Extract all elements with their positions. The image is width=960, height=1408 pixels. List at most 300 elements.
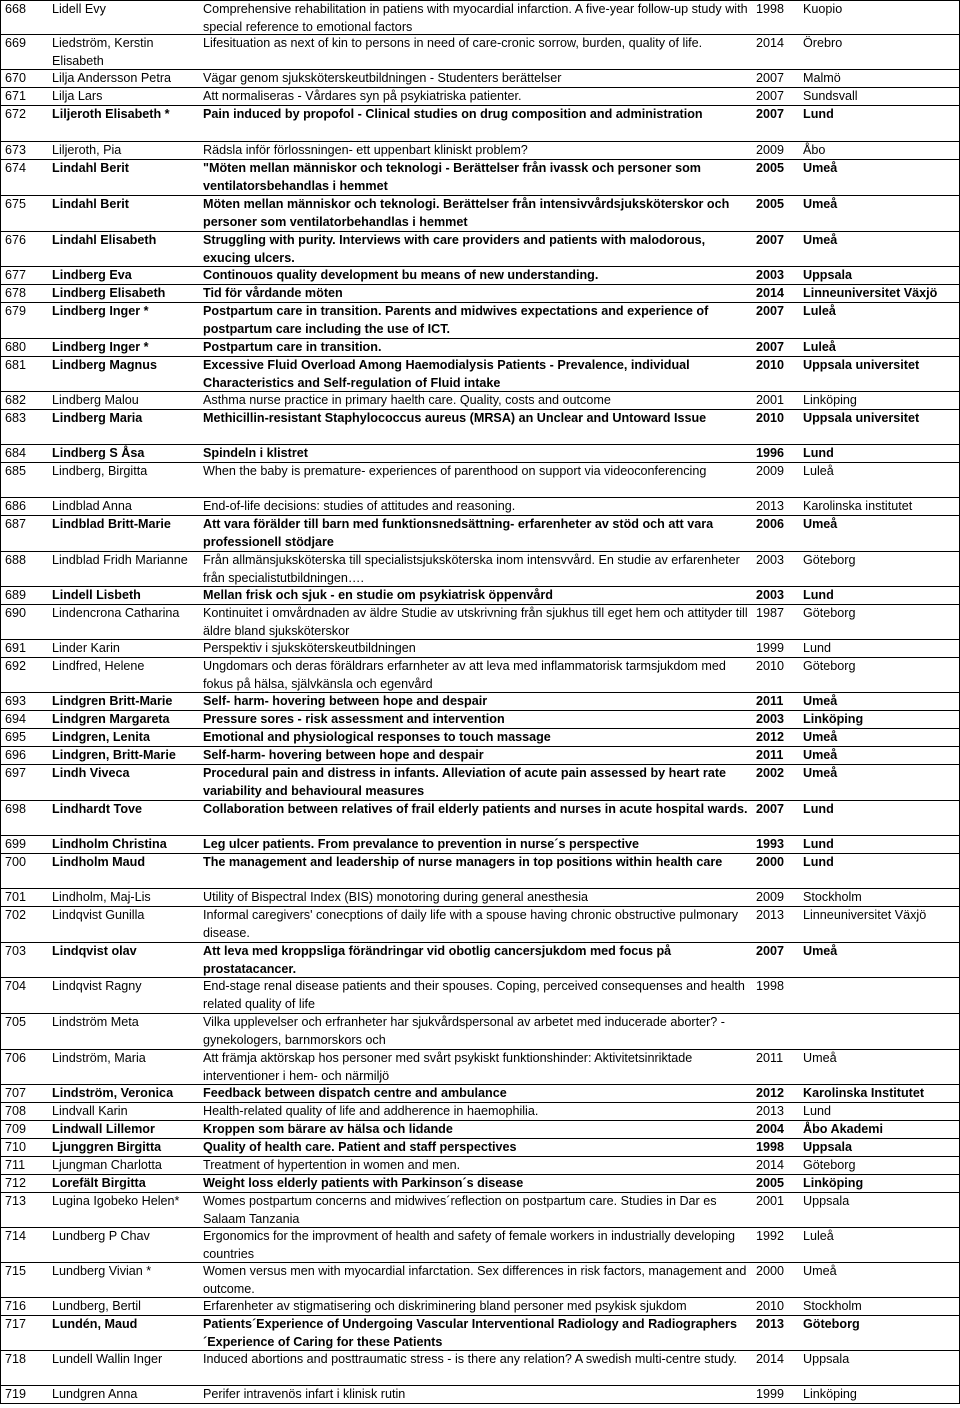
thesis-title: Vilka upplevelser och erfranheter har sjukvårdspersonal av arbetet med inducerade aborter? - gynekologers, barnmorskors och xyxy=(203,1015,726,1047)
university: Lund xyxy=(803,107,834,121)
table-row xyxy=(1,711,959,729)
entry-number: 711 xyxy=(5,1158,26,1172)
author-name: Lindfred, Helene xyxy=(52,659,145,673)
table-row xyxy=(1,1139,959,1157)
table-row xyxy=(1,765,959,801)
entry-number: 718 xyxy=(5,1352,27,1366)
thesis-title: Health-related quality of life and addherence in haemophilia. xyxy=(203,1104,539,1118)
table-row xyxy=(1,303,959,339)
university: Umeå xyxy=(803,197,838,211)
table-row xyxy=(1,658,959,693)
table-row xyxy=(1,907,959,943)
author-name: Ljunggren Birgitta xyxy=(52,1140,162,1154)
thesis-title: Quality of health care. Patient and staff perspectives xyxy=(203,1140,517,1154)
author-name: Lindberg Eva xyxy=(52,268,132,282)
thesis-title: Vägar genom sjuksköterskeutbildningen - Studenters berättelser xyxy=(203,71,562,85)
year: 2010 xyxy=(756,358,785,372)
entry-number: 694 xyxy=(5,712,27,726)
year: 2003 xyxy=(756,712,785,726)
university: Lund xyxy=(803,802,834,816)
university: Stockholm xyxy=(803,1299,862,1313)
university: Lund xyxy=(803,837,834,851)
table-row xyxy=(1,1298,959,1316)
table-row xyxy=(1,1175,959,1193)
table-row xyxy=(1,854,959,889)
university: Umeå xyxy=(803,694,838,708)
year: 2005 xyxy=(756,1176,785,1190)
entry-number: 676 xyxy=(5,233,27,247)
table-row xyxy=(1,232,959,267)
table-row xyxy=(1,1316,959,1351)
university: Göteborg xyxy=(803,659,856,673)
university: Göteborg xyxy=(803,1317,860,1331)
author-name: Lindwall Lillemor xyxy=(52,1122,155,1136)
author-name: Lundberg, Bertil xyxy=(52,1299,141,1313)
entry-number: 691 xyxy=(5,641,27,655)
thesis-title: Self- harm- hovering between hope and despair xyxy=(203,694,488,708)
entry-number: 688 xyxy=(5,553,27,567)
table-row xyxy=(1,693,959,711)
university: Luleå xyxy=(803,304,836,318)
thesis-title: Weight loss elderly patients with Parkinson´s disease xyxy=(203,1176,524,1190)
entry-number: 692 xyxy=(5,659,27,673)
table-row xyxy=(1,339,959,357)
table-row xyxy=(1,978,959,1014)
table-row xyxy=(1,463,959,498)
year: 2013 xyxy=(756,1104,785,1118)
university: Örebro xyxy=(803,36,843,50)
entry-number: 699 xyxy=(5,837,27,851)
university: Lund xyxy=(803,588,834,602)
author-name: Lindström, Maria xyxy=(52,1051,146,1065)
author-name: Lindahl Berit xyxy=(52,161,129,175)
university: Luleå xyxy=(803,1229,834,1243)
thesis-title: The management and leadership of nurse managers in top positions within health care xyxy=(203,855,723,869)
university: Uppsala xyxy=(803,1352,850,1366)
table-row xyxy=(1,1193,959,1228)
university: Lund xyxy=(803,446,834,460)
university: Uppsala xyxy=(803,1194,850,1208)
year: 2010 xyxy=(756,411,785,425)
year: 1987 xyxy=(756,606,785,620)
year: 1998 xyxy=(756,1140,785,1154)
thesis-title: Perspektiv i sjuksköterskeutbildningen xyxy=(203,641,416,655)
university: Göteborg xyxy=(803,1158,856,1172)
author-name: Lindh Viveca xyxy=(52,766,130,780)
thesis-title: Spindeln i klistret xyxy=(203,446,308,460)
year: 2004 xyxy=(756,1122,785,1136)
table-row xyxy=(1,1085,959,1103)
year: 2001 xyxy=(756,393,785,407)
entry-number: 685 xyxy=(5,464,27,478)
table-row xyxy=(1,516,959,552)
year: 2002 xyxy=(756,766,785,780)
year: 2009 xyxy=(756,890,785,904)
thesis-title: Från allmänsjuksköterska till specialistsjuksköterska inom intensvvård. En studie av erfarenheter från specialistutbildningen…. xyxy=(203,553,740,585)
table-row xyxy=(1,747,959,765)
university: Linneuniversitet Växjö xyxy=(803,286,938,300)
author-name: Lindberg Maria xyxy=(52,411,143,425)
author-name: Lilja Lars xyxy=(52,89,103,103)
table-row xyxy=(1,106,959,142)
thesis-title: Methicillin-resistant Staphylococcus aureus (MRSA) an Unclear and Untoward Issue xyxy=(203,411,707,425)
year: 2013 xyxy=(756,499,785,513)
table-row xyxy=(1,889,959,907)
table-row xyxy=(1,160,959,196)
entry-number: 697 xyxy=(5,766,27,780)
thesis-title: Ergonomics for the improvment of health and safety of female workers in industrially developing countries xyxy=(203,1229,735,1261)
table-row xyxy=(1,801,959,836)
thesis-title: Informal caregivers' conecptions of daily life with a spouse having chronic obstructive pulmonary disease. xyxy=(203,908,739,940)
entry-number: 680 xyxy=(5,340,27,354)
entry-number: 679 xyxy=(5,304,27,318)
entry-number: 674 xyxy=(5,161,27,175)
author-name: Lindblad Anna xyxy=(52,499,132,513)
thesis-title: Pain induced by propofol - Clinical studies on drug composition and administration xyxy=(203,107,703,121)
table-row xyxy=(1,587,959,605)
university: Lund xyxy=(803,1104,832,1118)
year: 2010 xyxy=(756,659,785,673)
thesis-title: Womes postpartum concerns and midwives´reflection on postpartum care. Studies in Dar es Salaam Tanzania xyxy=(203,1194,717,1226)
author-name: Lilja Andersson Petra xyxy=(52,71,172,85)
table-row xyxy=(1,640,959,658)
entry-number: 706 xyxy=(5,1051,27,1065)
author-name: Lindblad Britt-Marie xyxy=(52,517,171,531)
year: 2007 xyxy=(756,107,785,121)
author-name: Liljeroth, Pia xyxy=(52,143,122,157)
author-name: Lindencrona Catharina xyxy=(52,606,180,620)
thesis-title: Möten mellan människor och teknologi. Berättelser från intensivvårdsjuksköterskor och personer som ventilatorbehandlas i hemmet xyxy=(203,197,730,229)
thesis-title: Pressure sores - risk assessment and intervention xyxy=(203,712,505,726)
year: 2007 xyxy=(756,233,785,247)
entry-number: 669 xyxy=(5,36,27,50)
thesis-title: Att normaliseras - Vårdares syn på psykiatriska patienter. xyxy=(203,89,522,103)
university: Uppsala universitet xyxy=(803,358,920,372)
university: Åbo xyxy=(803,143,826,157)
entry-number: 698 xyxy=(5,802,27,816)
table-row xyxy=(1,392,959,410)
table-row xyxy=(1,498,959,516)
university: Luleå xyxy=(803,464,834,478)
university: Karolinska institutet xyxy=(803,499,913,513)
university: Karolinska Institutet xyxy=(803,1086,925,1100)
table-row xyxy=(1,88,959,106)
thesis-title: Asthma nurse practice in primary haelth care. Quality, costs and outcome xyxy=(203,393,611,407)
entry-number: 682 xyxy=(5,393,27,407)
thesis-title: Induced abortions and posttraumatic stress - is there any relation? A swedish multi-centre study. xyxy=(203,1352,737,1366)
thesis-title: Lifesituation as next of kin to persons in need of care-cronic sorrow, burden, quality of life. xyxy=(203,36,703,50)
year: 2007 xyxy=(756,944,785,958)
entry-number: 675 xyxy=(5,197,27,211)
year: 2003 xyxy=(756,588,785,602)
entry-number: 673 xyxy=(5,143,27,157)
author-name: Lorefält Birgitta xyxy=(52,1176,146,1190)
table-row xyxy=(1,70,959,88)
entry-number: 677 xyxy=(5,268,27,282)
university: Umeå xyxy=(803,517,838,531)
year: 2014 xyxy=(756,1352,785,1366)
author-name: Lindholm, Maj-Lis xyxy=(52,890,151,904)
table-row xyxy=(1,1386,959,1404)
entry-number: 668 xyxy=(5,2,27,16)
year: 1998 xyxy=(756,979,785,993)
table-row xyxy=(1,357,959,392)
author-name: Liedström, Kerstin Elisabeth xyxy=(52,36,154,68)
thesis-title: Women versus men with myocardial infarctation. Sex differences in risk factors, management and outcome. xyxy=(203,1264,747,1296)
university: Lund xyxy=(803,641,832,655)
year: 2006 xyxy=(756,517,785,531)
table-row xyxy=(1,552,959,587)
thesis-title: Continouos quality development bu means of new understanding. xyxy=(203,268,599,282)
author-name: Lindhardt Tove xyxy=(52,802,143,816)
university: Linköping xyxy=(803,393,857,407)
thesis-title: Att vara förälder till barn med funktionsnedsättning- erfarenheter av stöd och att vara professionell stödjare xyxy=(203,517,714,549)
thesis-title: Collaboration between relatives of frail elderly patients and nurses in acute hospital wards. xyxy=(203,802,748,816)
table-row xyxy=(1,267,959,285)
author-name: Lindberg Inger * xyxy=(52,304,149,318)
university: Luleå xyxy=(803,340,836,354)
thesis-title: Kroppen som bärare av hälsa och lidande xyxy=(203,1122,453,1136)
university: Uppsala universitet xyxy=(803,411,920,425)
author-name: Liljeroth Elisabeth * xyxy=(52,107,170,121)
author-name: Lindahl Berit xyxy=(52,197,129,211)
university: Kuopio xyxy=(803,2,843,16)
thesis-title: Kontinuitet i omvårdnaden av äldre Studie av utskrivning från sjukhus till eget hem och attityder till äldre bland sjuksköterskor xyxy=(203,606,748,638)
thesis-title: Feedback between dispatch centre and ambulance xyxy=(203,1086,507,1100)
author-name: Lindqvist Ragny xyxy=(52,979,142,993)
year: 2012 xyxy=(756,730,785,744)
thesis-title: Patients´Experience of Undergoing Vascular Interventional Radiology and Radiographers´Experience of Caring for these Patients xyxy=(203,1317,737,1349)
year: 2000 xyxy=(756,855,785,869)
author-name: Lindberg Elisabeth xyxy=(52,286,166,300)
year: 2014 xyxy=(756,36,785,50)
entry-number: 701 xyxy=(5,890,27,904)
entry-number: 672 xyxy=(5,107,27,121)
entry-number: 719 xyxy=(5,1387,27,1401)
university: Umeå xyxy=(803,944,838,958)
entry-number: 671 xyxy=(5,89,27,103)
entry-number: 686 xyxy=(5,499,27,513)
university: Åbo Akademi xyxy=(803,1122,884,1136)
author-name: Lindgren Margareta xyxy=(52,712,170,726)
year: 2009 xyxy=(756,143,785,157)
entry-number: 703 xyxy=(5,944,27,958)
thesis-title: Ungdomars och deras föräldrars erfarnheter av att leva med inflammatorisk tarmsjukdom med fokus på hälsa, självkänsla och egenvård xyxy=(203,659,726,691)
year: 2000 xyxy=(756,1264,785,1278)
thesis-title: Erfarenheter av stigmatisering och diskriminering bland personer med psykisk sjukdom xyxy=(203,1299,687,1313)
author-name: Lindberg, Birgitta xyxy=(52,464,148,478)
university: Umeå xyxy=(803,748,838,762)
thesis-title: Tid för vårdande möten xyxy=(203,286,343,300)
year: 2011 xyxy=(756,748,784,762)
author-name: Lundberg P Chav xyxy=(52,1229,150,1243)
thesis-title: When the baby is premature- experiences of parenthood on support via videoconferencing xyxy=(203,464,707,478)
university: Umeå xyxy=(803,233,838,247)
entry-number: 710 xyxy=(5,1140,27,1154)
author-name: Lindberg S Åsa xyxy=(52,446,145,460)
year: 2010 xyxy=(756,1299,785,1313)
entry-number: 695 xyxy=(5,730,27,744)
year: 1993 xyxy=(756,837,785,851)
table-row xyxy=(1,605,959,640)
table-row xyxy=(1,836,959,854)
entry-number: 715 xyxy=(5,1264,27,1278)
thesis-title: "Möten mellan människor och teknologi - Berättelser från ivassk och personer som ventilatorsbehandlas i hemmet xyxy=(203,161,701,193)
author-name: Lindell Lisbeth xyxy=(52,588,141,602)
year: 2009 xyxy=(756,464,785,478)
university: Umeå xyxy=(803,161,838,175)
thesis-title: Perifer intravenös infart i klinisk rutin xyxy=(203,1387,406,1401)
year: 2007 xyxy=(756,71,785,85)
author-name: Lindqvist olav xyxy=(52,944,137,958)
thesis-title: Att främja aktörskap hos personer med svårt psykiskt funktionshinder: Aktivitetsinriktade interventioner i hem- och närmiljö xyxy=(203,1051,693,1083)
table-row xyxy=(1,0,959,35)
year: 2013 xyxy=(756,908,785,922)
thesis-title: Comprehensive rehabilitation in patiens with myocardial infarction. A five-year follow-up study with special reference to emotional factors xyxy=(203,2,748,34)
table-row xyxy=(1,943,959,978)
table-row xyxy=(1,1157,959,1175)
author-name: Lundell Wallin Inger xyxy=(52,1352,163,1366)
year: 2001 xyxy=(756,1194,785,1208)
year: 2011 xyxy=(756,694,784,708)
author-name: Lundgren Anna xyxy=(52,1387,138,1401)
entry-number: 681 xyxy=(5,358,27,372)
thesis-title: Utility of Bispectral Index (BIS) monotoring during general anesthesia xyxy=(203,890,589,904)
entry-number: 702 xyxy=(5,908,27,922)
thesis-title: End-stage renal disease patients and their spouses. Coping, perceived consequenses and health related quality of life xyxy=(203,979,745,1011)
year: 2014 xyxy=(756,1158,785,1172)
entry-number: 696 xyxy=(5,748,27,762)
entry-number: 670 xyxy=(5,71,27,85)
university: Uppsala xyxy=(803,268,852,282)
entry-number: 707 xyxy=(5,1086,27,1100)
year: 2007 xyxy=(756,89,785,103)
thesis-title: Mellan frisk och sjuk - en studie om psykiatrisk öppenvård xyxy=(203,588,553,602)
thesis-title: Procedural pain and distress in infants. Alleviation of acute pain assessed by heart rate variability and behavioural measures xyxy=(203,766,727,798)
author-name: Lindberg Magnus xyxy=(52,358,157,372)
university: Sundsvall xyxy=(803,89,858,103)
year: 2003 xyxy=(756,553,785,567)
entry-number: 684 xyxy=(5,446,27,460)
author-name: Lindgren Britt-Marie xyxy=(52,694,173,708)
thesis-title: Struggling with purity. Interviews with care providers and patients with malodorous, exucing ulcers. xyxy=(203,233,706,265)
thesis-title: Rädsla inför förlossningen- ett uppenbart kliniskt problem? xyxy=(203,143,528,157)
thesis-title: End-of-life decisions: studies of attitudes and reasoning. xyxy=(203,499,516,513)
entry-number: 708 xyxy=(5,1104,27,1118)
author-name: Ljungman Charlotta xyxy=(52,1158,162,1172)
year: 2005 xyxy=(756,197,785,211)
entry-number: 705 xyxy=(5,1015,27,1029)
year: 2014 xyxy=(756,286,785,300)
author-name: Lindberg Inger * xyxy=(52,340,149,354)
thesis-title: Postpartum care in transition. xyxy=(203,340,382,354)
thesis-title: Treatment of hypertention in women and men. xyxy=(203,1158,461,1172)
university: Uppsala xyxy=(803,1140,852,1154)
university: Linköping xyxy=(803,1176,864,1190)
table-row xyxy=(1,142,959,160)
author-name: Lindström Meta xyxy=(52,1015,139,1029)
university: Umeå xyxy=(803,1051,837,1065)
author-name: Lindberg Malou xyxy=(52,393,139,407)
thesis-title: Self-harm- hovering between hope and despair xyxy=(203,748,484,762)
thesis-title: Excessive Fluid Overload Among Haemodialysis Patients - Prevalence, individual Characteristics and Self-regulation of Fluid intake xyxy=(203,358,690,390)
entry-number: 693 xyxy=(5,694,27,708)
year: 2005 xyxy=(756,161,785,175)
entry-number: 678 xyxy=(5,286,27,300)
table-row xyxy=(1,35,959,70)
table-row xyxy=(1,1103,959,1121)
table-row xyxy=(1,1228,959,1263)
author-name: Lindahl Elisabeth xyxy=(52,233,157,247)
year: 1998 xyxy=(756,2,785,16)
entry-number: 704 xyxy=(5,979,27,993)
university: Linköping xyxy=(803,1387,857,1401)
entry-number: 713 xyxy=(5,1194,27,1208)
university: Malmö xyxy=(803,71,841,85)
entry-number: 690 xyxy=(5,606,27,620)
thesis-title: Att leva med kroppsliga förändringar vid obotlig cancersjukdom med focus på prostatacancer. xyxy=(203,944,672,976)
author-name: Lindqvist Gunilla xyxy=(52,908,145,922)
university: Stockholm xyxy=(803,890,862,904)
university: Umeå xyxy=(803,766,838,780)
author-name: Lindgren, Britt-Marie xyxy=(52,748,176,762)
thesis-title: Leg ulcer patients. From prevalance to prevention in nurse´s perspective xyxy=(203,837,640,851)
table-row xyxy=(1,1263,959,1298)
author-name: Lindholm Maud xyxy=(52,855,146,869)
table-row xyxy=(1,410,959,445)
year: 2011 xyxy=(756,1051,784,1065)
author-name: Lindblad Fridh Marianne xyxy=(52,553,188,567)
table-row xyxy=(1,1050,959,1085)
table-row xyxy=(1,729,959,747)
year: 2007 xyxy=(756,340,785,354)
table-row xyxy=(1,1121,959,1139)
entry-number: 687 xyxy=(5,517,27,531)
author-name: Lindholm Christina xyxy=(52,837,167,851)
entry-number: 683 xyxy=(5,411,27,425)
university: Linköping xyxy=(803,712,864,726)
year: 1992 xyxy=(756,1229,785,1243)
university: Göteborg xyxy=(803,606,856,620)
entry-number: 689 xyxy=(5,588,27,602)
university: Linneuniversitet Växjö xyxy=(803,908,927,922)
year: 1999 xyxy=(756,1387,785,1401)
author-name: Lundén, Maud xyxy=(52,1317,138,1331)
thesis-title: Emotional and physiological responses to touch massage xyxy=(203,730,551,744)
author-name: Linder Karin xyxy=(52,641,120,655)
author-name: Lundberg Vivian * xyxy=(52,1264,152,1278)
thesis-title: Postpartum care in transition. Parents and midwives expectations and experience of postpartum care including the use of ICT. xyxy=(203,304,709,336)
year: 1999 xyxy=(756,641,785,655)
table-row xyxy=(1,196,959,232)
year: 1996 xyxy=(756,446,785,460)
entry-number: 712 xyxy=(5,1176,27,1190)
year: 2007 xyxy=(756,304,785,318)
year: 2013 xyxy=(756,1317,785,1331)
entry-number: 700 xyxy=(5,855,27,869)
author-name: Lidell Evy xyxy=(52,2,106,16)
university: Göteborg xyxy=(803,553,856,567)
university: Umeå xyxy=(803,730,838,744)
table-row xyxy=(1,445,959,463)
year: 2007 xyxy=(756,802,785,816)
table-row xyxy=(1,1014,959,1050)
entry-number: 714 xyxy=(5,1229,27,1243)
table-row xyxy=(1,1351,959,1386)
year: 2012 xyxy=(756,1086,785,1100)
entry-number: 709 xyxy=(5,1122,27,1136)
author-name: Lindström, Veronica xyxy=(52,1086,174,1100)
